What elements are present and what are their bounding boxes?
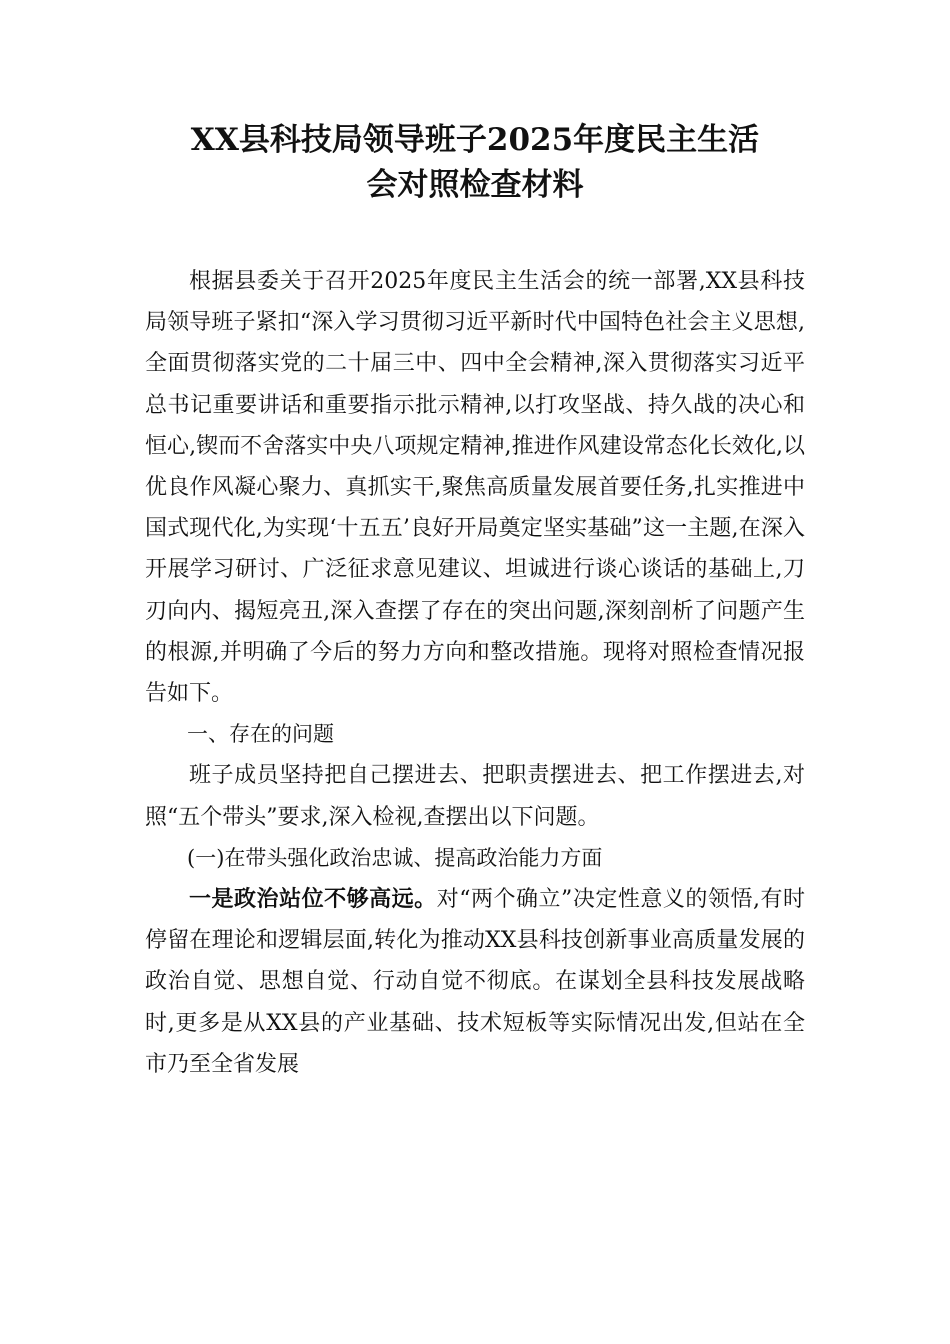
subsection-heading-political: (一)在带头强化政治忠诚、提高政治能力方面: [187, 845, 603, 870]
title-line-1: XX县科技局领导班子2025年度民主生活: [190, 122, 760, 158]
section-intro-paragraph: 班子成员坚持把自己摆进去、把职责摆进去、把工作摆进去,对照“五个带头”要求,深入检视,查摆出以下问题。: [145, 763, 805, 830]
section-heading-problems: 一、存在的问题: [187, 722, 334, 747]
document-title: [145, 118, 805, 208]
point-one-text: 对“两个确立”决定性意义的领悟,有时停留在理论和逻辑层面,转化为推动XX县科技创新事业高质量发展的政治自觉、思想自觉、行动自觉不彻底。在谋划全县科技发展战略时,更多是从XX县的产业基础、技术短板等实际情况出发,但站在全市乃至全省发展: [145, 887, 805, 1077]
title-line-2: 会对照检查材料: [366, 167, 584, 203]
document-page: [145, 118, 805, 1085]
point-one-lead: 一是政治站位不够高远。: [189, 886, 437, 913]
document-body: [145, 261, 805, 1085]
intro-paragraph: 根据县委关于召开2025年度民主生活会的统一部署,XX县科技局领导班子紧扣“深入学习贯彻习近平新时代中国特色社会主义思想,全面贯彻落实党的二十届三中、四中全会精神,深入贯彻落实习近平总书记重要讲话和重要指示批示精神,以打攻坚战、持久战的决心和恒心,锲而不舍落实中央八项规定精神,推进作风建设常态化长效化,以优良作风凝心聚力、真抓实干,聚焦高质量发展首要任务,扎实推进中国式现代化,为实现‘十五五’良好开局奠定坚实基础”这一主题,在深入开展学习研讨、广泛征求意见建议、坦诚进行谈心谈话的基础上,刀刃向内、揭短亮丑,深入查摆了存在的突出问题,深刻剖析了问题产生的根源,并明确了今后的努力方向和整改措施。现将对照检查情况报告如下。: [145, 269, 805, 707]
point-one-paragraph: [145, 879, 805, 1085]
